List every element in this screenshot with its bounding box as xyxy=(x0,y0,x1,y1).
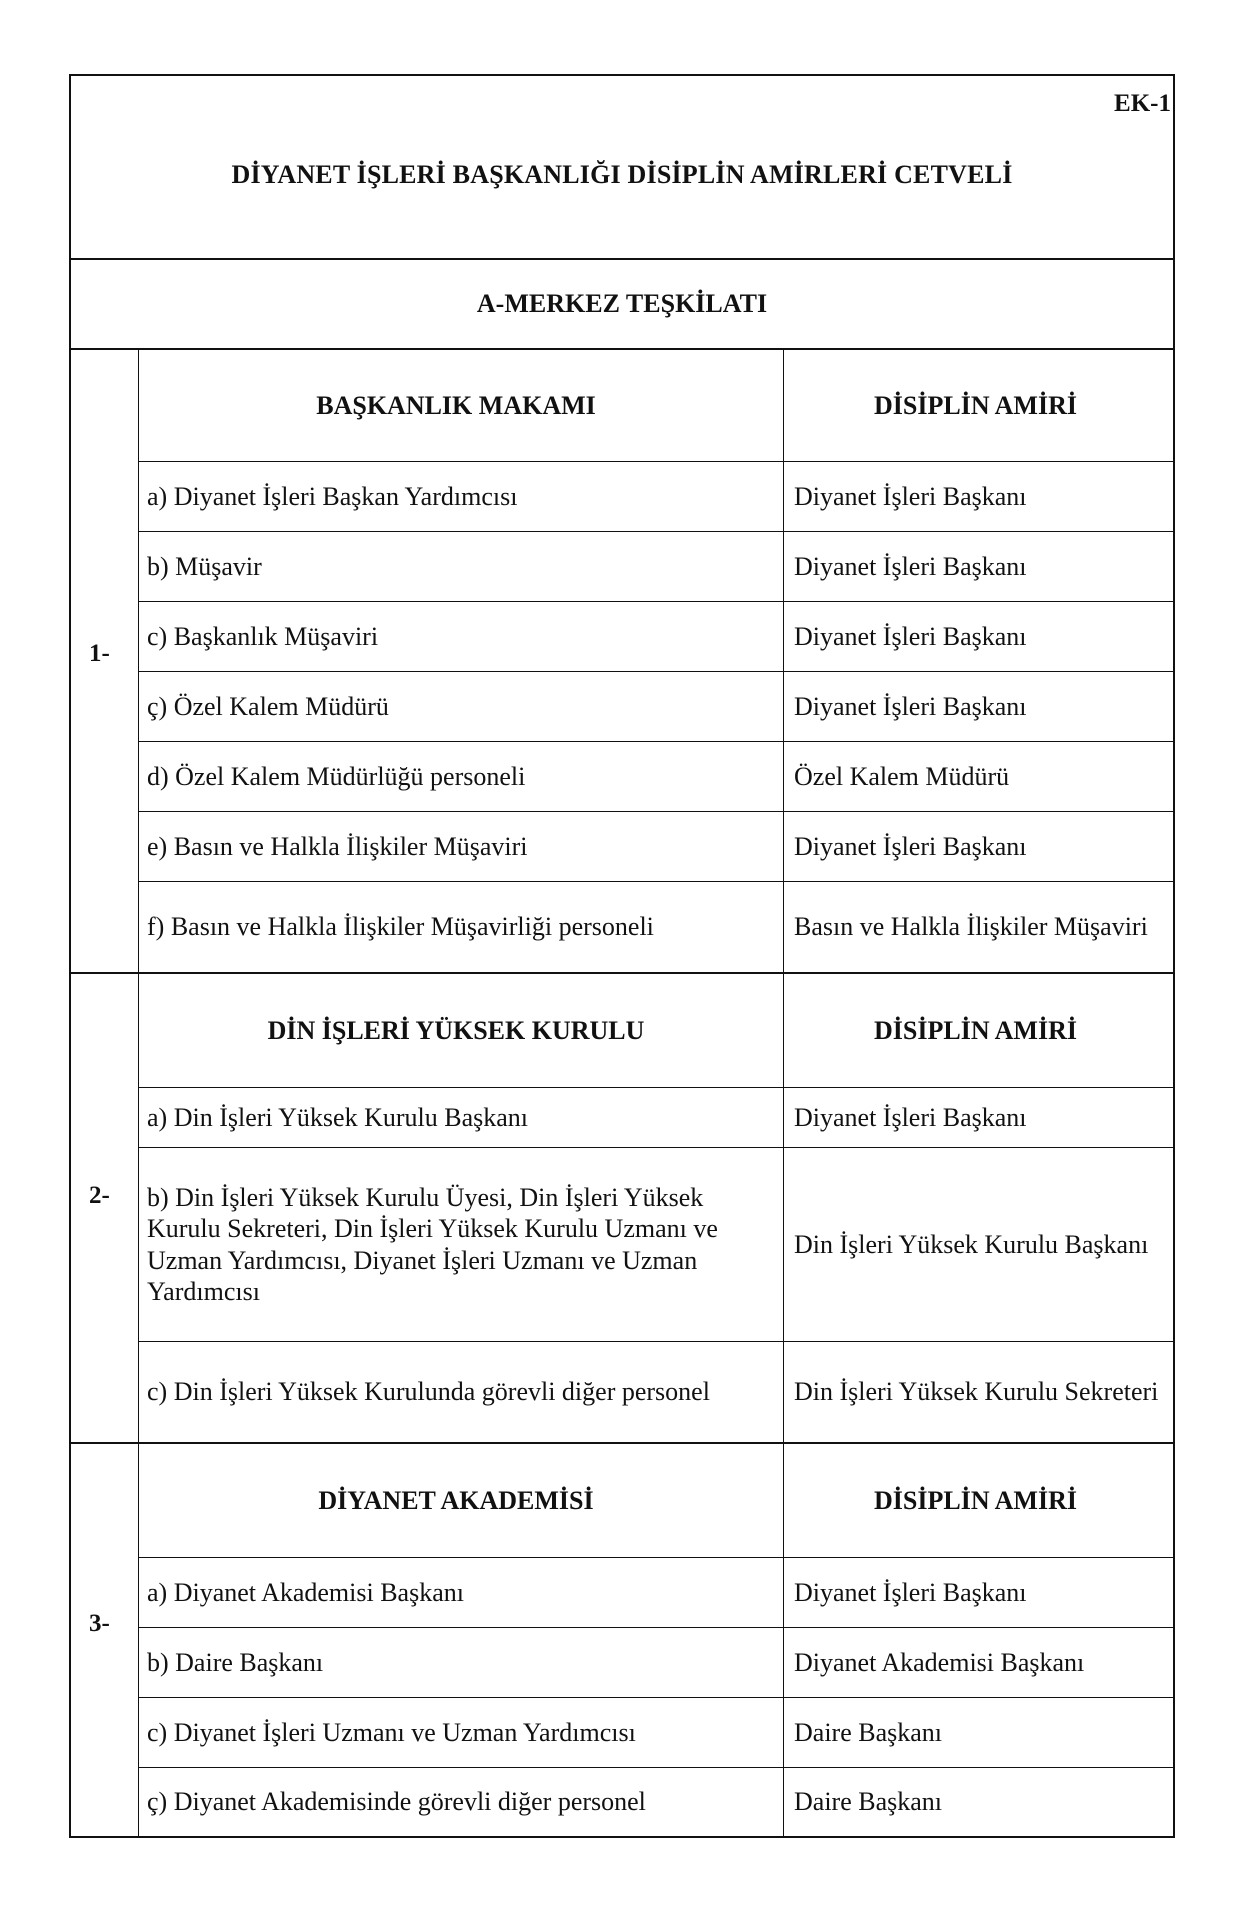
table-header-row xyxy=(139,350,1173,462)
header-unit: DİN İŞLERİ YÜKSEK KURULU xyxy=(139,974,784,1087)
table-row xyxy=(139,462,1173,532)
authority-cell: Diyanet İşleri Başkanı xyxy=(794,551,1027,581)
authority-cell: Din İşleri Yüksek Kurulu Sekreteri xyxy=(794,1377,1159,1407)
table-row xyxy=(139,1628,1173,1698)
table-row xyxy=(139,602,1173,672)
group-table xyxy=(138,1444,1173,1836)
authority-cell: Din İşleri Yüksek Kurulu Başkanı xyxy=(794,1229,1149,1259)
position-cell: d) Özel Kalem Müdürlüğü personeli xyxy=(139,742,784,811)
authority-cell: Daire Başkanı xyxy=(794,1787,943,1817)
position-cell: ç) Özel Kalem Müdürü xyxy=(139,672,784,741)
table-row xyxy=(139,742,1173,812)
table-row xyxy=(139,1088,1173,1148)
position-cell: c) Diyanet İşleri Uzmanı ve Uzman Yardımcısı xyxy=(139,1698,784,1767)
section-title: A-MERKEZ TEŞKİLATI xyxy=(71,260,1173,350)
authority-cell: Diyanet İşleri Başkanı xyxy=(794,691,1027,721)
title-box xyxy=(71,76,1173,260)
table-row xyxy=(139,1768,1173,1836)
authority-cell: Diyanet İşleri Başkanı xyxy=(794,481,1027,511)
position-cell: b) Din İşleri Yüksek Kurulu Üyesi, Din İşleri Yüksek Kurulu Sekreteri, Din İşleri Yüksek Kurulu Uzmanı ve Uzman Yardımcısı, Diyanet İşleri Uzmanı ve Uzman Yardımcısı xyxy=(139,1148,784,1341)
position-cell: a) Diyanet Akademisi Başkanı xyxy=(139,1558,784,1627)
authority-cell: Daire Başkanı xyxy=(794,1717,943,1747)
group-number: 3- xyxy=(89,1610,110,1637)
table-row xyxy=(139,812,1173,882)
authority-cell: Diyanet İşleri Başkanı xyxy=(794,621,1027,651)
authority-cell: Diyanet İşleri Başkanı xyxy=(794,1102,1027,1132)
position-cell: a) Diyanet İşleri Başkan Yardımcısı xyxy=(139,462,784,531)
position-cell: e) Basın ve Halkla İlişkiler Müşaviri xyxy=(139,812,784,881)
table-row xyxy=(139,1698,1173,1768)
annex-label: EK-1 xyxy=(1114,90,1171,117)
document-page xyxy=(69,74,1175,1838)
group-1 xyxy=(71,350,1173,974)
group-2 xyxy=(71,974,1173,1444)
header-authority: DİSİPLİN AMİRİ xyxy=(874,1485,1077,1515)
header-unit: DİYANET AKADEMİSİ xyxy=(139,1444,784,1557)
position-cell: c) Din İşleri Yüksek Kurulunda görevli diğer personel xyxy=(139,1342,784,1442)
group-3 xyxy=(71,1444,1173,1836)
table-row xyxy=(139,672,1173,742)
authority-cell: Diyanet İşleri Başkanı xyxy=(794,831,1027,861)
table-row xyxy=(139,1342,1173,1442)
authority-cell: Diyanet Akademisi Başkanı xyxy=(794,1647,1085,1677)
position-cell: f) Basın ve Halkla İlişkiler Müşavirliği personeli xyxy=(139,882,784,972)
table-row xyxy=(139,532,1173,602)
group-table xyxy=(138,974,1173,1442)
group-number: 1- xyxy=(89,640,110,667)
position-cell: ç) Diyanet Akademisinde görevli diğer personel xyxy=(139,1768,784,1836)
position-cell: a) Din İşleri Yüksek Kurulu Başkanı xyxy=(139,1088,784,1147)
position-cell: c) Başkanlık Müşaviri xyxy=(139,602,784,671)
header-authority: DİSİPLİN AMİRİ xyxy=(874,390,1077,420)
authority-cell: Basın ve Halkla İlişkiler Müşaviri xyxy=(794,912,1148,942)
header-unit: BAŞKANLIK MAKAMI xyxy=(139,350,784,461)
authority-cell: Özel Kalem Müdürü xyxy=(794,761,1010,791)
table-header-row xyxy=(139,1444,1173,1558)
position-cell: b) Daire Başkanı xyxy=(139,1628,784,1697)
document-title: DİYANET İŞLERİ BAŞKANLIĞI DİSİPLİN AMİRLERİ CETVELİ xyxy=(231,160,1013,189)
table-row xyxy=(139,1148,1173,1342)
table-row xyxy=(139,882,1173,972)
authority-cell: Diyanet İşleri Başkanı xyxy=(794,1577,1027,1607)
position-cell: b) Müşavir xyxy=(139,532,784,601)
table-header-row xyxy=(139,974,1173,1088)
table-row xyxy=(139,1558,1173,1628)
group-number: 2- xyxy=(89,1182,110,1209)
header-authority: DİSİPLİN AMİRİ xyxy=(874,1015,1077,1045)
group-table xyxy=(138,350,1173,972)
